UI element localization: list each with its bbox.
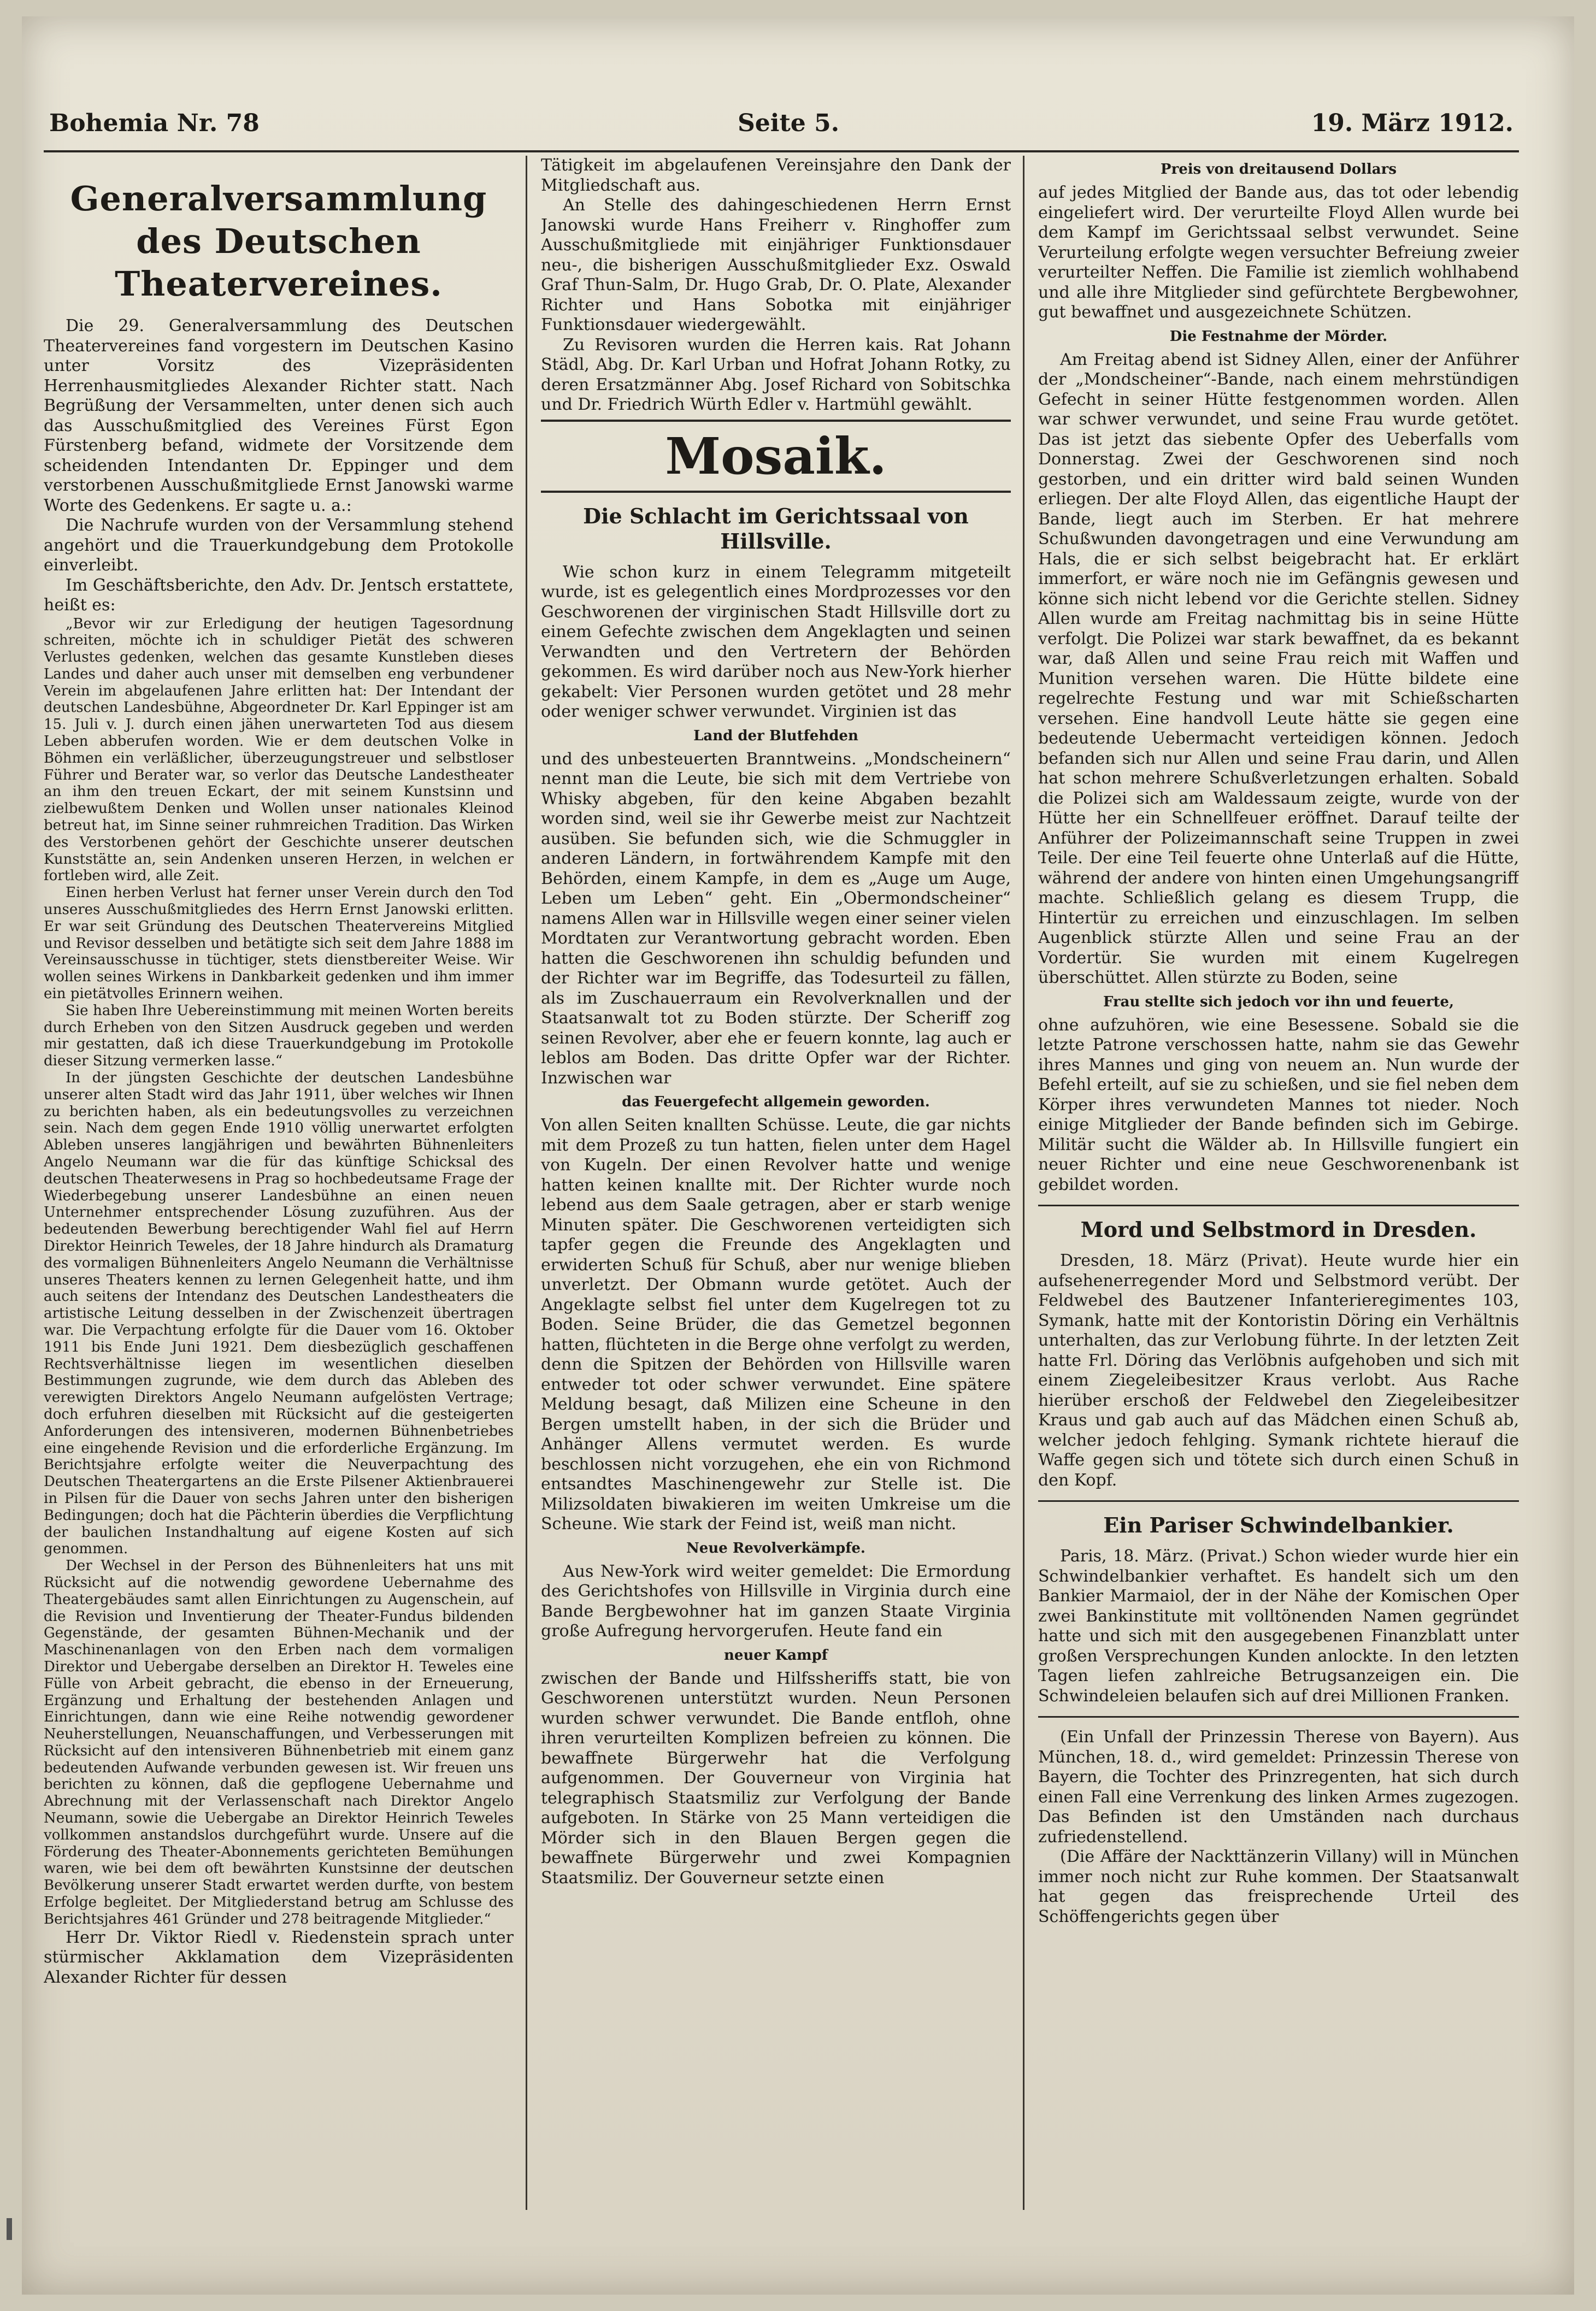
report-paragraph: Sie haben Ihre Uebereinstimmung mit meinen Worten bereits durch Erheben von den Sitzen Ausdruck gegeben und werden mir gestatten, daß ich diese Trauerkundgebung im Protokolle dieser Sitzung vermerken lasse.“ [44,1002,514,1070]
article-paragraph: Wie schon kurz in einem Telegramm mitgeteilt wurde, ist es gelegentlich eines Mordprozesses vor den Geschworenen der virginischen Stadt Hillsville dort zu einem Gefechte zwischen dem Angeklagten und seinen Verwandten und den Vertretern der Behörden gekommen. Es wird darüber noch aus New-York hierher gekabelt: Vier Personen wurden getötet und 28 mehr oder weniger schwer verwundet. Virginien ist das [541,562,1011,721]
article-headline-paris: Ein Pariser Schwindelbankier. [1103,1513,1454,1537]
masthead-rule [44,150,1519,152]
binding-mark [7,2218,12,2240]
article-paragraph: Die Nachrufe wurden von der Versammlung stehend angehört und die Trauerkundgebung dem Protokolle einverleibt. [44,516,514,575]
article-subheading: Die Festnahme der Mörder. [1169,328,1388,345]
article-paragraph: Zu Revisoren wurden die Herren kais. Rat Johann Städl, Abg. Dr. Karl Urban und Hofrat Johann Rotky, zu deren Ersatzmänner Abg. Josef Richard von Sobitschka und Dr. Friedrich Würth Edler v. Hartmühl gewählt. [541,335,1011,414]
article-paragraph: auf jedes Mitglied der Bande aus, das tot oder lebendig eingeliefert wird. Der verurteilte Floyd Allen wurde bei dem Kampf im Gerichtssaal selbst verwundet. Seine Verurteilung erfolgte wegen versuchter Befreiung zweier verurteilter Neffen. Die Familie ist ziemlich wohlhabend und alle ihre Mitglieder sind gefürchtete Bergbewohner, gut bewaffnet und ausgezeichnete Schützen. [1038,183,1519,322]
column-3 [1038,156,1519,2204]
article-paragraph: Tätigkeit im abgelaufenen Vereinsjahre den Dank der Mitgliedschaft aus. [541,156,1011,195]
masthead-paper-name: Bohemia Nr. 78 [49,109,260,137]
column-2 [541,156,1011,2204]
article-paragraph: Im Geschäftsberichte, den Adv. Dr. Jentsch erstattete, heißt es: [44,575,514,615]
report-paragraph: In der jüngsten Geschichte der deutschen Landesbühne unserer alten Stadt wird das Jahr 1911, über welches wir Ihnen zu berichten haben, als ein bedeutungsvolles zu verzeichnen sein. Nach dem gegen Ende 1910 völlig unerwartet erfolgten Ableben unseres langjährigen und bewährten Bühnenleiters Angelo Neumann war die für das künftige Schicksal des deutschen Theaterwesens in Prag so hochbedeutsame Frage der Wiederbegebung unserer Landesbühne an einen neuen Unternehmer entsprechender Lösung zuzuführen. Aus der bedeutenden Bewerbung berechtigender Wahl fiel auf Herrn Direktor Heinrich Teweles, der 18 Jahre hindurch als Dramaturg des vormaligen Bühnenleiters Angelo Neumann die Verhältnisse unseres Theaters kennen zu lernen Gelegenheit hatte, und ihm auch seitens der Intendanz des Deutschen Landestheaters die artistische Leitung desselben in der Zwischenzeit übertragen war. Die Verpachtung erfolgte für die Dauer vom 16. Oktober 1911 bis Ende Juni 1921. Dem diesbezüglich geschaffenen Rechtsverhältnisse liegen im wesentlichen dieselben Bestimmungen zugrunde, wie dem durch das Ableben des verewigten Direktors Angelo Neumann aufgelösten Vertrage; doch erfuhren dieselben mit Rücksicht auf die gesteigerten Anforderungen des intensiveren, modernen Bühnenbetriebes eine eingehende Revision und die erforderliche Ergänzung. Im Berichtsjahre erfolgte weiter die Neuverpachtung des Deutschen Theatergartens an die Erste Pilsener Aktienbrauerei in Pilsen für die Dauer von sechs Jahren unter den bisherigen Bedingungen; doch hat die Pächterin überdies die Verpflichtung der baulichen Instandhaltung auf eigene Kosten auf sich genommen. [44,1070,514,1558]
article-subheading: neuer Kampf [724,1647,828,1664]
column-divider-2 [1023,156,1024,2210]
article-paragraph: ohne aufzuhören, wie eine Besessene. Sobald sie die letzte Patrone verschossen hatte, nahm sie das Gewehr ihres Mannes und ging von neuem an. Nun wurde der Befehl erteilt, auf sie zu schießen, und sie fiel neben dem Körper ihres verwundeten Mannes tot nieder. Noch einige Mitglieder der Bande befinden sich im Gebirge. Militär sucht die Wälder ab. In Hillsville fungiert ein neuer Richter und eine neue Geschworenenbank ist gebildet worden. [1038,1015,1519,1194]
article-paragraph: Paris, 18. März. (Privat.) Schon wieder wurde hier ein Schwindelbankier verhaftet. Es handelt sich um den Bankier Marmaiol, der in der Nähe der Komischen Oper zwei Bankinstitute mit volltönenden Namen gegründet hatte und sich mit den ausgegebenen Finanzblatt unter großen Versprechungen Kunden anlockte. In den letzten Tagen liefen zahlreiche Betrugsanzeigen ein. Die Schwindeleien belaufen sich auf drei Millionen Franken. [1038,1547,1519,1706]
section-rule [1038,1716,1519,1718]
article-subheading: das Feuergefecht allgemein geworden. [622,1094,930,1110]
section-title-mosaik: Mosaik. [541,420,1011,493]
article-subheading: Preis von dreitausend Dollars [1161,161,1397,178]
article-subheading: Neue Revolverkämpfe. [686,1540,865,1557]
masthead [33,98,1530,148]
article-paragraph: Die 29. Generalversammlung des Deutschen Theatervereines fand vorgestern im Deutschen Kasino unter Vorsitz des Vizepräsidenten Herrenhausmitgliedes Alexander Richter statt. Nach Begrüßung der Versammelten, unter denen sich auch das Ausschußmitglied des Vereines Fürst Egon Fürstenberg befand, widmete der Vorsitzende dem scheidenden Intendanten Dr. Eppinger und dem verstorbenen Ausschußmitgliede Ernst Janowski warme Worte des Gedenkens. Er sagte u. a.: [44,316,514,515]
report-quote [44,616,514,1928]
column-1 [44,156,514,2204]
section-rule [1038,1205,1519,1206]
article-paragraph: Aus New-York wird weiter gemeldet: Die Ermordung des Gerichtshofes von Hillsville in Virginia durch eine Bande Bergbewohner hat im ganzen Staate Virginia große Aufregung hervorgerufen. Heute fand ein [541,1561,1011,1641]
article-paragraph: Herr Dr. Viktor Riedl v. Riedenstein sprach unter stürmischer Akklamation dem Vizepräsidenten Alexander Richter für dessen [44,1927,514,1987]
article-headline-theaterverein: Generalversammlung des Deutschen Theatervereines. [70,179,487,304]
article-paragraph: Am Freitag abend ist Sidney Allen, einer der Anführer der „Mondscheiner“-Bande, nach einem mehrstündigen Gefecht in seiner Hütte festgenommen worden. Allen war schwer verwundet, und seine Frau wurde getötet. Das ist jetzt das siebente Opfer des Ueberfalls vom Donnerstag. Zwei der Geschworenen sind noch gestorben, und ein dritter wird bald seinen Wunden erliegen. Der alte Floyd Allen, das eigentliche Haupt der Bande, liegt auch im Sterben. Er hat mehrere Schußwunden davongetragen und eine Verwundung am Hals, die er sich selbst beigebracht hat. Er erklärt immerfort, er wäre noch nie im Gefängnis gewesen und könne sich nicht lebend vor die Gerichte stellen. Sidney Allen wurde am Freitag nachmittag bis in seine Hütte verfolgt. Die Polizei war stark bewaffnet, da es bekannt war, daß Allen und seine Frau reich mit Waffen und Munition versehen waren. Die Hütte bildete eine regelrechte Festung und war mit Schießscharten versehen. Eine handvoll Leute hätte sie gegen eine bedeutende Uebermacht verteidigen können. Jedoch befanden sich nur Allen und seine Frau darin, und Allen hat schon mehrere Schußverletzungen erhalten. Sobald die Polizei sich am Waldessaum zeigte, wurde von der Hütte her ein Schnellfeuer eröffnet. Darauf teilte der Anführer der Polizeimannschaft seine Truppen in zwei Teile. Der eine Teil feuerte ohne Unterlaß auf die Hütte, während der andere von hinten einen Umgehungsangriff machte. Schließlich gelang es diesem Trupp, die Hintertür zu erreichen und einzuschlagen. Im selben Augenblick stürzte Allen und seine Frau an der Vordertür. Sie wurden mit einem Kugelregen überschüttet. Allen stürzte zu Boden, seine [1038,350,1519,987]
article-paragraph: (Ein Unfall der Prinzessin Therese von Bayern). Aus München, 18. d., wird gemeldet: Prinzessin Therese von Bayern, die Tochter des Prinzregenten, hat sich durch einen Fall eine Verrenkung des linken Armes zugezogen. Das Befinden ist den Umständen nach durchaus zufriedenstellend. [1038,1728,1519,1847]
report-paragraph: „Bevor wir zur Erledigung der heutigen Tagesordnung schreiten, möchte ich in schuldiger Pietät des schweren Verlustes gedenken, welchen das gesamte Kunstleben dieses Landes und daher auch unser mit demselben eng verbundener Verein im abgelaufenen Jahre erlitten hat: Der Intendant der deutschen Landesbühne, Abgeordneter Dr. Karl Eppinger ist am 15. Juli v. J. durch einen jähen unerwarteten Tod aus diesem Leben abberufen worden. Wie er dem deutschen Volke in Böhmen ein verläßlicher, überzeugungstreuer und selbstloser Führer und Berater war, so verlor das Deutsche Landestheater an ihm den treuen Eckart, der mit seinem Kunstsinn und zielbewußtem Denken und Wollen unser nationales Kleinod betreut hat, im Sinne seiner ruhmreichen Tradition. Das Wirken des Verstorbenen gehört der Geschichte unserer deutschen Kunststätte an, sein Andenken unseren Herzen, in welchen er fortleben wird, alle Zeit. [44,615,514,885]
masthead-page-number: Seite 5. [738,109,840,137]
report-paragraph: Der Wechsel in der Person des Bühnenleiters hat uns mit Rücksicht auf die notwendig gewordene Uebernahme des Theatergebäudes samt allen Einrichtungen zu Augenschein, auf die Revision und Inventierung der Theater-Fundus bildenden Gegenstände, der gesamten Bühnen-Mechanik und der Maschinenanlagen von den Erben nach dem vormaligen Direktor und Uebergabe derselben an Direktor H. Teweles eine Fülle von Arbeit gebracht, die ebenso in der Erneuerung, Ergänzung und Erhaltung der bestehenden Anlagen und Einrichtungen, dann wie eine Reihe notwendig gewordener Neuherstellungen, Neuanschaffungen, und Verbesserungen mit Rücksicht auf den intensiveren Bühnenbetrieb mit einem ganz bedeutenden Aufwande verbunden gewesen ist. Wir freuen uns berichten zu können, daß die gepflogene Uebernahme und Abrechnung mit der Verlassenschaft nach Direktor Angelo Neumann, sowie die Uebergabe an Direktor Heinrich Teweles vollkommen anstandslos durchgeführt wurde. Unsere auf die Förderung des Theater-Abonnements gerichteten Bemühungen waren, wie bei dem oft bewährten Kunstsinne der deutschen Bevölkerung unserer Stadt erwartet werden durfte, von bestem Erfolge begleitet. Der Mitgliederstand betrug am Schlusse des Berichtsjahres 461 Gründer und 278 beitragende Mitglieder.“ [44,1558,514,1927]
masthead-date: 19. März 1912. [1311,109,1513,137]
article-headline-hillsville: Die Schlacht im Gerichtssaal von Hillsville. [583,503,969,553]
column-divider-1 [526,156,527,2210]
article-subheading: Frau stellte sich jedoch vor ihn und feuerte, [1103,993,1454,1010]
article-paragraph: und des unbesteuerten Branntweins. „Mondscheinern“ nennt man die Leute, bie sich mit dem Vertriebe von Whisky abgeben, für den keine Abgaben bezahlt worden sind, weil sie ihr Gewerbe meist zur Nachtzeit ausüben. Sie befunden sich, wie die Schmuggler in anderen Ländern, in fortwährendem Kampfe mit den Behörden, einem Kampfe, in dem es „Auge um Auge, Leben um Leben“ geht. Ein „Obermondscheiner“ namens Allen war in Hillsville wegen einer seiner vielen Mordtaten zur Verantwortung gebracht worden. Eben hatten die Geschworenen ihn schuldig befunden und der Richter war im Begriffe, das Todesurteil zu fällen, als im Zuschauerraum ein Revolverknallen und der Staatsanwalt tot zu Boden stürzte. Der Scheriff zog seinen Revolver, aber ehe er feuern konnte, lag auch er leblos am Boden. Das dritte Opfer war der Richter. Inzwischen war [541,749,1011,1088]
article-paragraph: Von allen Seiten knallten Schüsse. Leute, die gar nichts mit dem Prozeß zu tun hatten, fielen unter dem Hagel von Kugeln. Der einen Revolver hatte und wenige hatten keinen knallte mit. Der Richter wurde noch lebend aus dem Saale getragen, aber er starb wenige Minuten später. Die Geschworenen verteidigten sich tapfer gegen die Freunde des Angeklagten und erwiderten Schuß für Schuß, aber nur wenige blieben unverletzt. Der Obmann wurde getötet. Auch der Angeklagte selbst fiel unter dem Kugelregen tot zu Boden. Seine Brüder, die das Gemetzel begonnen hatten, flüchteten in die Berge ohne verfolgt zu werden, denn die Spitzen der Behörden von Hillsville waren entweder tot oder schwer verwundet. Eine spätere Meldung besagt, daß Milizen eine Scheune in den Bergen umstellt haben, in der sich die Brüder und Anhänger Allens vermutet werden. Es wurde beschlossen nicht vorzugehen, ehe ein von Richmond entsandtes Maschinengewehr zur Stelle ist. Die Milizsoldaten biwakieren im weiten Umkreise um die Scheune. Wie stark der Feind ist, weiß man nicht. [541,1116,1011,1534]
article-subheading: Land der Blutfehden [693,727,858,744]
article-paragraph: (Die Affäre der Nackttänzerin Villany) will in München immer noch nicht zur Ruhe kommen. Der Staatsanwalt hat gegen das freisprechende Urteil des Schöffengerichts gegen über [1038,1847,1519,1926]
article-paragraph: An Stelle des dahingeschiedenen Herrn Ernst Janowski wurde Hans Freiherr v. Ringhoffer zum Ausschußmitgliede mit einjähriger Funktionsdauer neu-, die bisherigen Ausschußmitglieder Exz. Oswald Graf Thun-Salm, Dr. Hugo Grab, Dr. O. Plate, Alexander Richter und Hans Sobotka mit einjähriger Funktionsdauer wiedergewählt. [541,196,1011,334]
section-rule [1038,1500,1519,1502]
article-headline-dresden: Mord und Selbstmord in Dresden. [1080,1217,1477,1242]
article-paragraph: zwischen der Bande und Hilfssheriffs statt, bie von Geschworenen unterstützt wurden. Neun Personen wurden schwer verwundet. Die Bande entfloh, ohne ihren verurteilten Komplizen befreien zu können. Die bewaffnete Bürgerwehr hat die Verfolgung aufgenommen. Der Gouverneur von Virginia hat telegraphisch Staatsmiliz zur Verfolgung der Bande aufgeboten. In Stärke von 25 Mann verteidigen die Mörder sich in den Blauen Bergen gegen die bewaffnete Bürgerwehr und zwei Kompagnien Staatsmiliz. Der Gouverneur setzte einen [541,1669,1011,1888]
report-paragraph: Einen herben Verlust hat ferner unser Verein durch den Tod unseres Ausschußmitgliedes des Herrn Ernst Janowski erlitten. Er war seit Gründung des Deutschen Theatervereins Mitglied und Revisor desselben und betätigte sich seit dem Jahre 1888 im Vereinsausschusse in tüchtiger, stets dienstbereiter Weise. Wir wollen seines Wirkens in Dankbarkeit gedenken und ihm immer ein pietätvolles Erinnern weihen. [44,885,514,1003]
article-paragraph: Dresden, 18. März (Privat). Heute wurde hier ein aufsehenerregender Mord und Selbstmord verübt. Der Feldwebel des Bautzener Infanterieregimentes 103, Symank, hatte mit der Kontoristin Döring ein Verhältnis unterhalten, das zur Verlobung führte. In der letzten Zeit hatte Frl. Döring das Verlöbnis aufgehoben und sich mit einem Ziegeleibesitzer Kraus verlobt. Aus Rache hierüber erschoß der Feldwebel den Ziegeleibesitzer Kraus und gab auch auf das Mädchen einen Schuß ab, welcher jedoch fehlging. Symank richtete hierauf die Waffe gegen sich und tötete sich durch einen Schuß in den Kopf. [1038,1251,1519,1490]
